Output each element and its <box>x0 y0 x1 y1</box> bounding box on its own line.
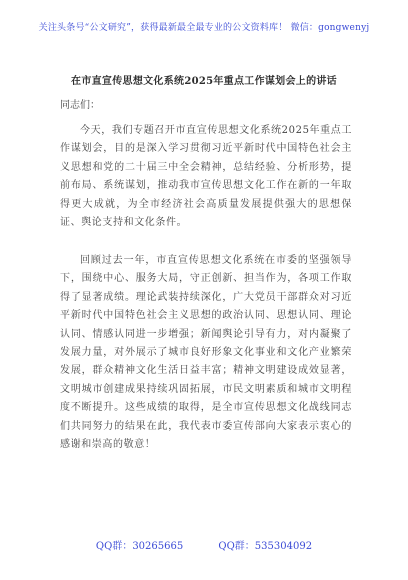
header-promo-note: 关注头条号“公文研究”，获得最新最全最专业的公文资料库！ 微信：gongwenyj <box>38 23 370 33</box>
footer-qq-group-1: QQ群：30265665 <box>95 541 184 552</box>
greeting: 同志们： <box>60 100 100 111</box>
footer-qq-group-2: QQ群：535304092 <box>218 541 313 552</box>
footer-contact <box>0 537 408 552</box>
body-paragraph-2: 回顾过去一年，市直宣传思想文化系统在市委的坚强领导下，围绕中心、服务大局，守正创新、担当作为，各项工作取得了显著成绩。理论武装持续深化，广大党员干部群众对习近平新时代中国特色社会主义思想的政治认同、思想认同、理论认同、情感认同进一步增强；新闻舆论引导有力，对内凝聚了发展力量，对外展示了城市良好形象文化事业和文化产业繁荣发展，群众精神文化生活日益丰富；精神文明建设成效显著，文明城市创建成果持续巩固拓展，市民文明素质和城市文明程度不断提升。这些成绩的取得，是全市宣传思想文化战线同志们共同努力的结果在此，我代表市委宣传部向大家表示衷心的感谢和崇高的敬意！ <box>60 255 352 451</box>
body-paragraph-1: 今天，我们专题召开市直宣传思想文化系统2025年重点工作谋划会，目的是深入学习贯彻习近平新时代中国特色社会主义思想和党的二十届三中全会精神，总结经验、分析形势，提前布局、系统谋划，推动我市宣传思想文化工作在新的一年取得更大成就，为全市经济社会高质量发展提供强大的思想保证、舆论支持和文化条件。 <box>60 125 352 229</box>
document-title: 在市直宣传思想文化系统2025年重点工作谋划会上的讲话 <box>71 76 337 87</box>
